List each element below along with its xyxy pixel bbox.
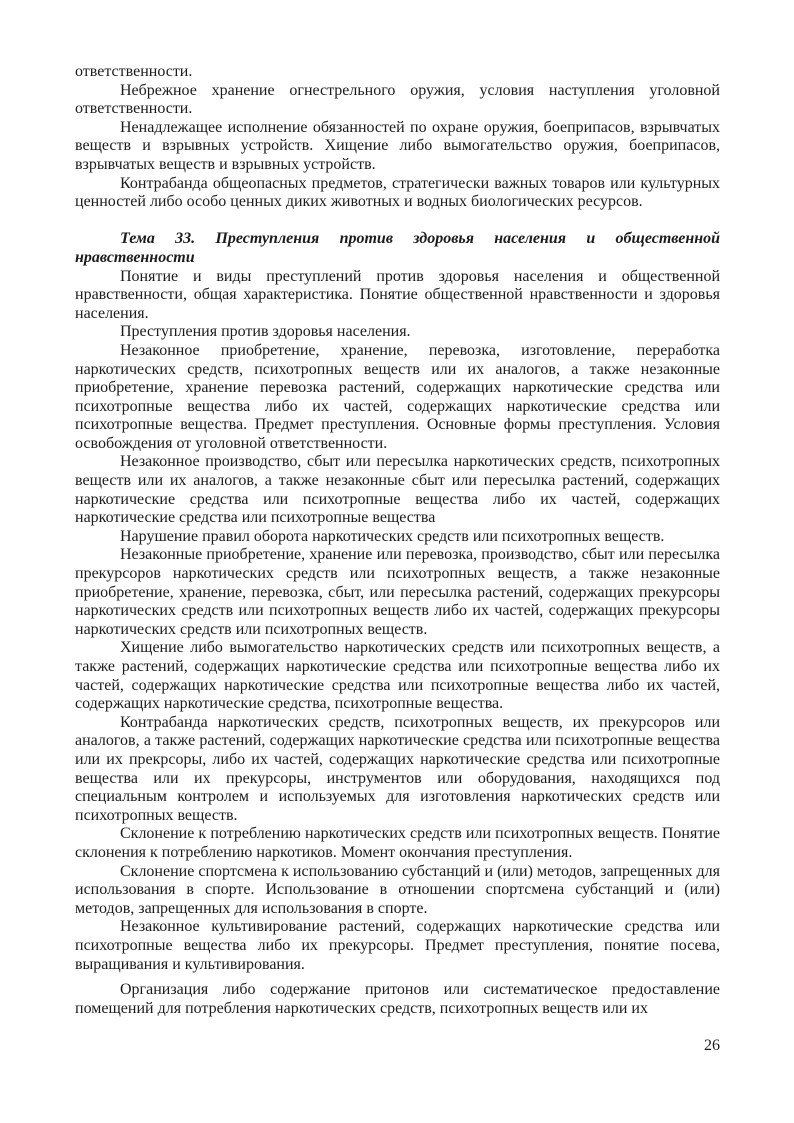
paragraph: Хищение либо вымогательство наркотических средств или психотропных веществ, а также растений, содержащих наркотические средства или психотропные вещества либо их частей, содержащих наркотические средства или психотропные вещества либо их частей, содержащих наркотические средства, психотропные вещества. <box>75 639 720 713</box>
document-body <box>75 63 720 1018</box>
paragraph: Небрежное хранение огнестрельного оружия, условия наступления уголовной ответственности. <box>75 81 720 118</box>
paragraph: ответственности. <box>75 63 193 80</box>
paragraph: Склонение к потреблению наркотических средств или психотропных веществ. Понятие склонения к потреблению наркотиков. Момент окончания преступления. <box>75 825 720 861</box>
paragraph: Понятие и виды преступлений против здоровья населения и общественной нравственности, общая характеристика. Понятие общественной нравственности и здоровья населения. <box>75 267 720 322</box>
topic-heading-line: Тема 33. Преступления против здоровья населения и общественной <box>120 230 720 248</box>
paragraph: Контрабанда наркотических средств, психотропных веществ, их прекурсоров или аналогов, а также растений, содержащих наркотические средства или психотропные вещества или их прекрсоры, либо их частей, содержащих наркотические средства или психотропные вещества или их прекурсоры, инструментов или оборудования, находящихся под специальным контролем и используемых для изготовления наркотических средств или психотропных веществ. <box>75 713 720 824</box>
page-number: 26 <box>704 1037 720 1054</box>
paragraph: Незаконное культивирование растений, содержащих наркотические средства или психотропные вещества либо их прекурсоры. Предмет преступления, понятие посева, выращивания и культивирования. <box>75 918 720 973</box>
paragraph: Незаконное приобретение, хранение, перевозка, изготовление, переработка наркотических средств, психотропных веществ или их аналогов, а также незаконные приобретение, хранение перевозка растений, содержащих наркотические средства или психотропные вещества либо их частей, содержащих наркотические средства или психотропные вещества. Предмет преступления. Основные формы преступления. Условия освобождения от уголовной ответственности. <box>75 341 720 452</box>
topic-heading-line: нравственности <box>75 248 195 266</box>
paragraph: Незаконное производство, сбыт или пересылка наркотических средств, психотропных веществ или их аналогов, а также незаконные сбыт или пересылка растений, содержащих наркотические средства или психотропные вещества либо их частей, содержащих наркотические средства или психотропные вещества <box>75 453 720 527</box>
paragraph: Ненадлежащее исполнение обязанностей по охране оружия, боеприпасов, взрывчатых веществ и взрывных устройств. Хищение либо вымогательство оружия, боеприпасов, взрывчатых веществ и взрывных устройств. <box>75 118 720 173</box>
paragraph: Организация либо содержание притонов или систематическое предоставление помещений для потребления наркотических средств, психотропных веществ или их <box>75 981 720 1017</box>
paragraph: Контрабанда общеопасных предметов, стратегически важных товаров или культурных ценностей либо особо ценных диких животных и водных биологических ресурсов. <box>75 174 720 211</box>
paragraph: Незаконные приобретение, хранение или перевозка, производство, сбыт или пересылка прекурсоров наркотических средств или психотропных веществ, а также незаконные приобретение, хранение, перевозка, сбыт, или пересылка растений, содержащих прекурсоры наркотических средств или психотропных веществ либо их частей, содержащих прекурсоры наркотических средств или психотропных веществ. <box>75 546 720 638</box>
paragraph: Склонение спортсмена к использованию субстанций и (или) методов, запрещенных для использования в спорте. Использование в отношении спортсмена субстанций и (или) методов, запрещенных для использования в спорте. <box>75 862 720 917</box>
paragraph: Нарушение правил оборота наркотических средств или психотропных веществ. <box>120 527 665 545</box>
topic-heading <box>75 230 720 267</box>
paragraph: Преступления против здоровья населения. <box>120 323 411 341</box>
